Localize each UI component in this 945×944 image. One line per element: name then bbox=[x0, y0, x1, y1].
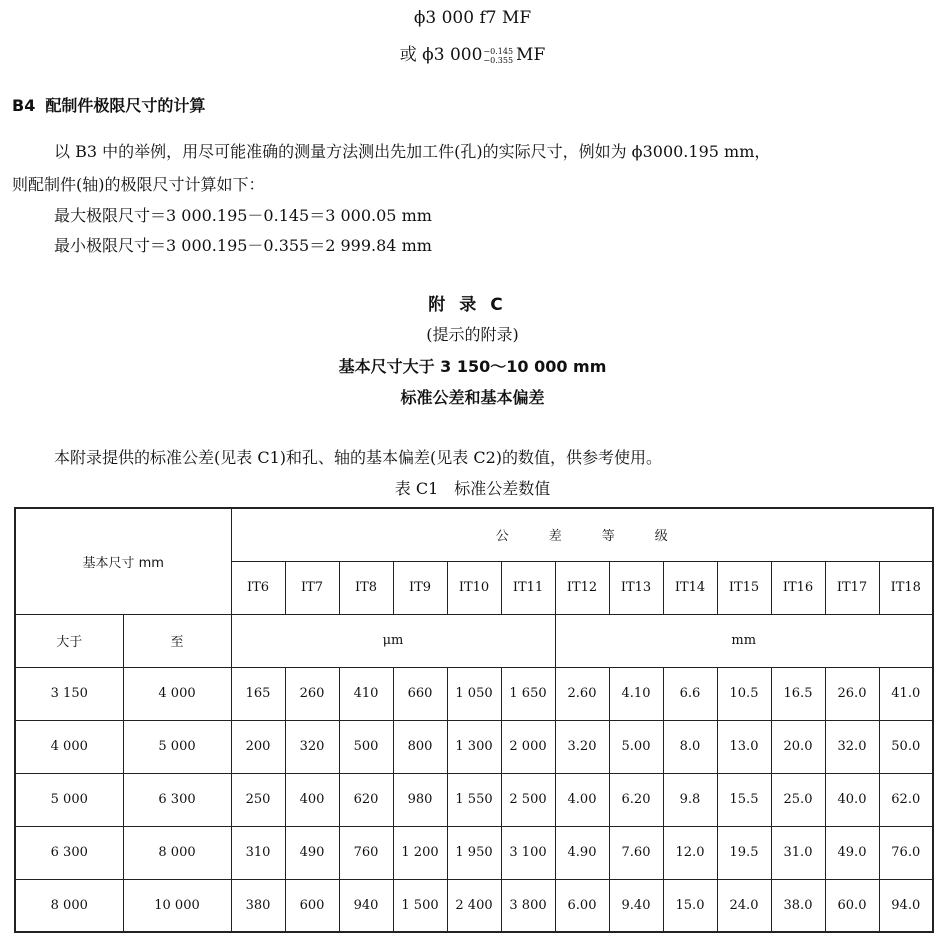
tolerance-lower: −0.355 bbox=[483, 55, 514, 65]
tolerance-value-cell: 19.5 bbox=[717, 826, 771, 879]
size-over-cell: 3 150 bbox=[15, 667, 123, 720]
tolerance-value-cell: 2 500 bbox=[501, 773, 555, 826]
tolerance-value-cell: 9.40 bbox=[609, 879, 663, 932]
tolerance-stack bbox=[483, 47, 513, 65]
size-to-cell: 6 300 bbox=[123, 773, 231, 826]
tolerance-value-cell: 620 bbox=[339, 773, 393, 826]
fit-formula-2 bbox=[0, 40, 945, 65]
tolerance-value-cell: 260 bbox=[285, 667, 339, 720]
tolerance-value-cell: 50.0 bbox=[879, 720, 933, 773]
tolerance-value-cell: 10.5 bbox=[717, 667, 771, 720]
tolerance-value-cell: 4.90 bbox=[555, 826, 609, 879]
tolerance-upper: −0.145 bbox=[483, 46, 514, 56]
table-row bbox=[15, 826, 933, 879]
tolerance-value-cell: 1 650 bbox=[501, 667, 555, 720]
tolerance-value-cell: 12.0 bbox=[663, 826, 717, 879]
grade-it9: IT9 bbox=[393, 561, 447, 614]
tolerance-value-cell: 20.0 bbox=[771, 720, 825, 773]
min-limit-line: 最小极限尺寸＝3 000.195－0.355＝2 999.84 mm bbox=[54, 236, 432, 255]
tolerance-value-cell: 6.6 bbox=[663, 667, 717, 720]
tolerance-value-cell: 94.0 bbox=[879, 879, 933, 932]
tolerance-value-cell: 600 bbox=[285, 879, 339, 932]
size-over-cell: 8 000 bbox=[15, 879, 123, 932]
tolerance-value-cell: 32.0 bbox=[825, 720, 879, 773]
tolerance-value-cell: 2.60 bbox=[555, 667, 609, 720]
tolerance-value-cell: 310 bbox=[231, 826, 285, 879]
tolerance-value-cell: 165 bbox=[231, 667, 285, 720]
paragraph-1: 以 B3 中的举例，用尽可能准确的测量方法测出先加工件(孔)的实际尺寸，例如为 ϕ3000.195 mm， bbox=[54, 142, 771, 161]
tolerance-value-cell: 31.0 bbox=[771, 826, 825, 879]
tolerance-value-cell: 980 bbox=[393, 773, 447, 826]
appendix-heading: 附录C bbox=[428, 295, 517, 315]
tolerance-value-cell: 7.60 bbox=[609, 826, 663, 879]
grade-it10: IT10 bbox=[447, 561, 501, 614]
tolerance-value-cell: 38.0 bbox=[771, 879, 825, 932]
tolerance-value-cell: 76.0 bbox=[879, 826, 933, 879]
tolerance-value-cell: 800 bbox=[393, 720, 447, 773]
table-row bbox=[15, 773, 933, 826]
tolerance-value-cell: 24.0 bbox=[717, 879, 771, 932]
tolerance-value-cell: 60.0 bbox=[825, 879, 879, 932]
paragraph-2: 则配制件(轴)的极限尺寸计算如下： bbox=[12, 175, 265, 194]
unit-mm-header: mm bbox=[555, 614, 933, 667]
tolerance-value-cell: 400 bbox=[285, 773, 339, 826]
tolerance-value-cell: 320 bbox=[285, 720, 339, 773]
tolerance-value-cell: 15.5 bbox=[717, 773, 771, 826]
tolerance-value-cell: 3 100 bbox=[501, 826, 555, 879]
tolerance-value-cell: 500 bbox=[339, 720, 393, 773]
tolerance-value-cell: 62.0 bbox=[879, 773, 933, 826]
grade-it12: IT12 bbox=[555, 561, 609, 614]
tolerance-value-cell: 380 bbox=[231, 879, 285, 932]
table-row bbox=[15, 720, 933, 773]
tolerance-value-cell: 3 800 bbox=[501, 879, 555, 932]
tolerance-value-cell: 1 050 bbox=[447, 667, 501, 720]
tolerance-value-cell: 6.00 bbox=[555, 879, 609, 932]
tolerance-value-cell: 1 950 bbox=[447, 826, 501, 879]
tolerance-value-cell: 490 bbox=[285, 826, 339, 879]
table-row bbox=[15, 879, 933, 932]
tolerance-value-cell: 760 bbox=[339, 826, 393, 879]
grade-it18: IT18 bbox=[879, 561, 933, 614]
size-to-cell: 8 000 bbox=[123, 826, 231, 879]
size-over-cell: 6 300 bbox=[15, 826, 123, 879]
grade-header: 公差等级 bbox=[231, 508, 933, 561]
appendix-title-1: 基本尺寸大于 3 150～10 000 mm bbox=[338, 357, 607, 376]
size-to-cell: 10 000 bbox=[123, 879, 231, 932]
section-title: 配制件极限尺寸的计算 bbox=[45, 96, 206, 115]
tolerance-value-cell: 250 bbox=[231, 773, 285, 826]
grade-it6: IT6 bbox=[231, 561, 285, 614]
tolerance-value-cell: 41.0 bbox=[879, 667, 933, 720]
size-header: 基本尺寸 mm bbox=[15, 508, 231, 614]
tolerance-value-cell: 16.5 bbox=[771, 667, 825, 720]
size-over-cell: 5 000 bbox=[15, 773, 123, 826]
tolerance-value-cell: 13.0 bbox=[717, 720, 771, 773]
fit-formula-1: ϕ3 000 f7 MF bbox=[413, 8, 532, 28]
tolerance-value-cell: 1 500 bbox=[393, 879, 447, 932]
appendix-title-2: 标准公差和基本偏差 bbox=[400, 388, 545, 407]
tolerance-value-cell: 200 bbox=[231, 720, 285, 773]
tolerance-value-cell: 15.0 bbox=[663, 879, 717, 932]
tolerance-value-cell: 40.0 bbox=[825, 773, 879, 826]
tolerance-value-cell: 1 550 bbox=[447, 773, 501, 826]
section-number: B4 bbox=[12, 96, 36, 115]
tolerance-value-cell: 9.8 bbox=[663, 773, 717, 826]
size-to-cell: 4 000 bbox=[123, 667, 231, 720]
grade-it14: IT14 bbox=[663, 561, 717, 614]
grade-it7: IT7 bbox=[285, 561, 339, 614]
tolerance-value-cell: 4.10 bbox=[609, 667, 663, 720]
fit-formula-2-prefix: 或 ϕ3 000 bbox=[399, 45, 483, 65]
tolerance-value-cell: 410 bbox=[339, 667, 393, 720]
tolerance-value-cell: 660 bbox=[393, 667, 447, 720]
tolerance-value-cell: 940 bbox=[339, 879, 393, 932]
section-heading bbox=[12, 93, 205, 116]
table-caption: 表 C1 标准公差数值 bbox=[394, 479, 551, 498]
grade-it13: IT13 bbox=[609, 561, 663, 614]
unit-um-header: μm bbox=[231, 614, 555, 667]
tolerance-value-cell: 3.20 bbox=[555, 720, 609, 773]
grade-it8: IT8 bbox=[339, 561, 393, 614]
size-over-cell: 4 000 bbox=[15, 720, 123, 773]
tolerance-value-cell: 4.00 bbox=[555, 773, 609, 826]
size-to-cell: 5 000 bbox=[123, 720, 231, 773]
table-row bbox=[15, 667, 933, 720]
tolerance-value-cell: 2 000 bbox=[501, 720, 555, 773]
tolerance-value-cell: 8.0 bbox=[663, 720, 717, 773]
fit-formula-2-suffix: MF bbox=[516, 45, 546, 65]
tolerance-value-cell: 26.0 bbox=[825, 667, 879, 720]
grade-it11: IT11 bbox=[501, 561, 555, 614]
tolerance-value-cell: 1 200 bbox=[393, 826, 447, 879]
appendix-intro: 本附录提供的标准公差(见表 C1)和孔、轴的基本偏差(见表 C2)的数值，供参考使用。 bbox=[54, 448, 662, 467]
to-header: 至 bbox=[123, 614, 231, 667]
tolerance-value-cell: 49.0 bbox=[825, 826, 879, 879]
tolerance-value-cell: 1 300 bbox=[447, 720, 501, 773]
over-header: 大于 bbox=[15, 614, 123, 667]
max-limit-line: 最大极限尺寸＝3 000.195－0.145＝3 000.05 mm bbox=[54, 206, 432, 225]
grade-it15: IT15 bbox=[717, 561, 771, 614]
tolerance-value-cell: 6.20 bbox=[609, 773, 663, 826]
standard-tolerance-table bbox=[14, 507, 934, 933]
grade-it16: IT16 bbox=[771, 561, 825, 614]
tolerance-value-cell: 5.00 bbox=[609, 720, 663, 773]
grade-it17: IT17 bbox=[825, 561, 879, 614]
tolerance-value-cell: 25.0 bbox=[771, 773, 825, 826]
appendix-subheading: (提示的附录) bbox=[426, 325, 519, 344]
tolerance-value-cell: 2 400 bbox=[447, 879, 501, 932]
